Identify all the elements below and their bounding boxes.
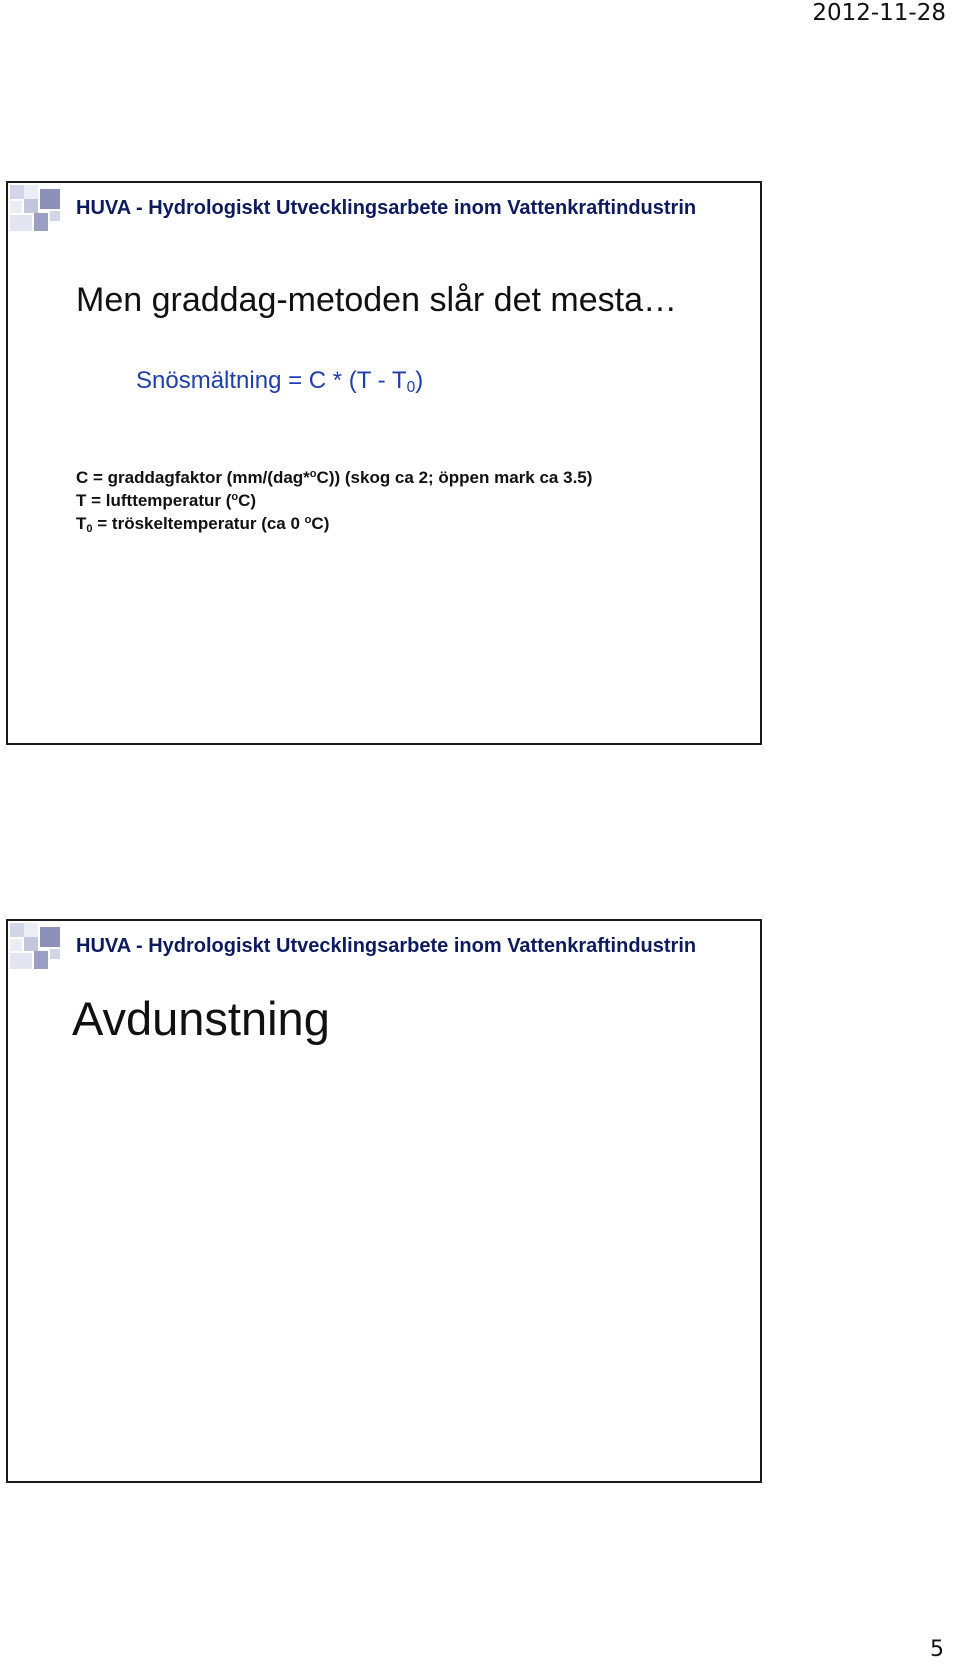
definition-t: [76, 489, 592, 512]
degree-superscript: o: [309, 467, 317, 480]
definition-c: [76, 466, 592, 489]
definitions: [76, 466, 592, 541]
definition-subscript: 0: [86, 522, 93, 535]
snowmelt-formula: [136, 367, 423, 397]
formula-prefix: Snösmältning = C * (T - T: [136, 367, 407, 394]
definition-text: = tröskeltemperatur (ca 0: [92, 514, 305, 533]
definition-symbol: T: [76, 514, 87, 533]
slide-title: Men graddag-metoden slår det mesta…: [76, 281, 677, 319]
slide-title: Avdunstning: [72, 992, 330, 1045]
logo-squares-icon: [10, 185, 70, 235]
formula-suffix: ): [415, 367, 424, 394]
definition-text: C): [238, 491, 257, 510]
formula-subscript: 0: [406, 378, 416, 396]
definition-text: T = lufttemperatur (: [76, 491, 232, 510]
slide-2: [6, 919, 762, 1483]
page-number: 5: [930, 1637, 944, 1662]
logo-squares-icon: [10, 923, 70, 973]
degree-superscript: o: [231, 490, 239, 503]
definition-t0: [76, 512, 592, 541]
definition-text: C = graddagfaktor (mm/(dag*: [76, 468, 310, 487]
page-date: 2012-11-28: [812, 0, 946, 26]
definition-text: C)) (skog ca 2; öppen mark ca 3.5): [316, 468, 593, 487]
degree-superscript: o: [304, 513, 312, 526]
slide-1: [6, 181, 762, 745]
slide-header: HUVA - Hydrologiskt Utvecklingsarbete inom Vattenkraftindustrin: [76, 935, 697, 957]
slide-header: HUVA - Hydrologiskt Utvecklingsarbete inom Vattenkraftindustrin: [76, 197, 697, 219]
definition-text: C): [311, 514, 330, 533]
